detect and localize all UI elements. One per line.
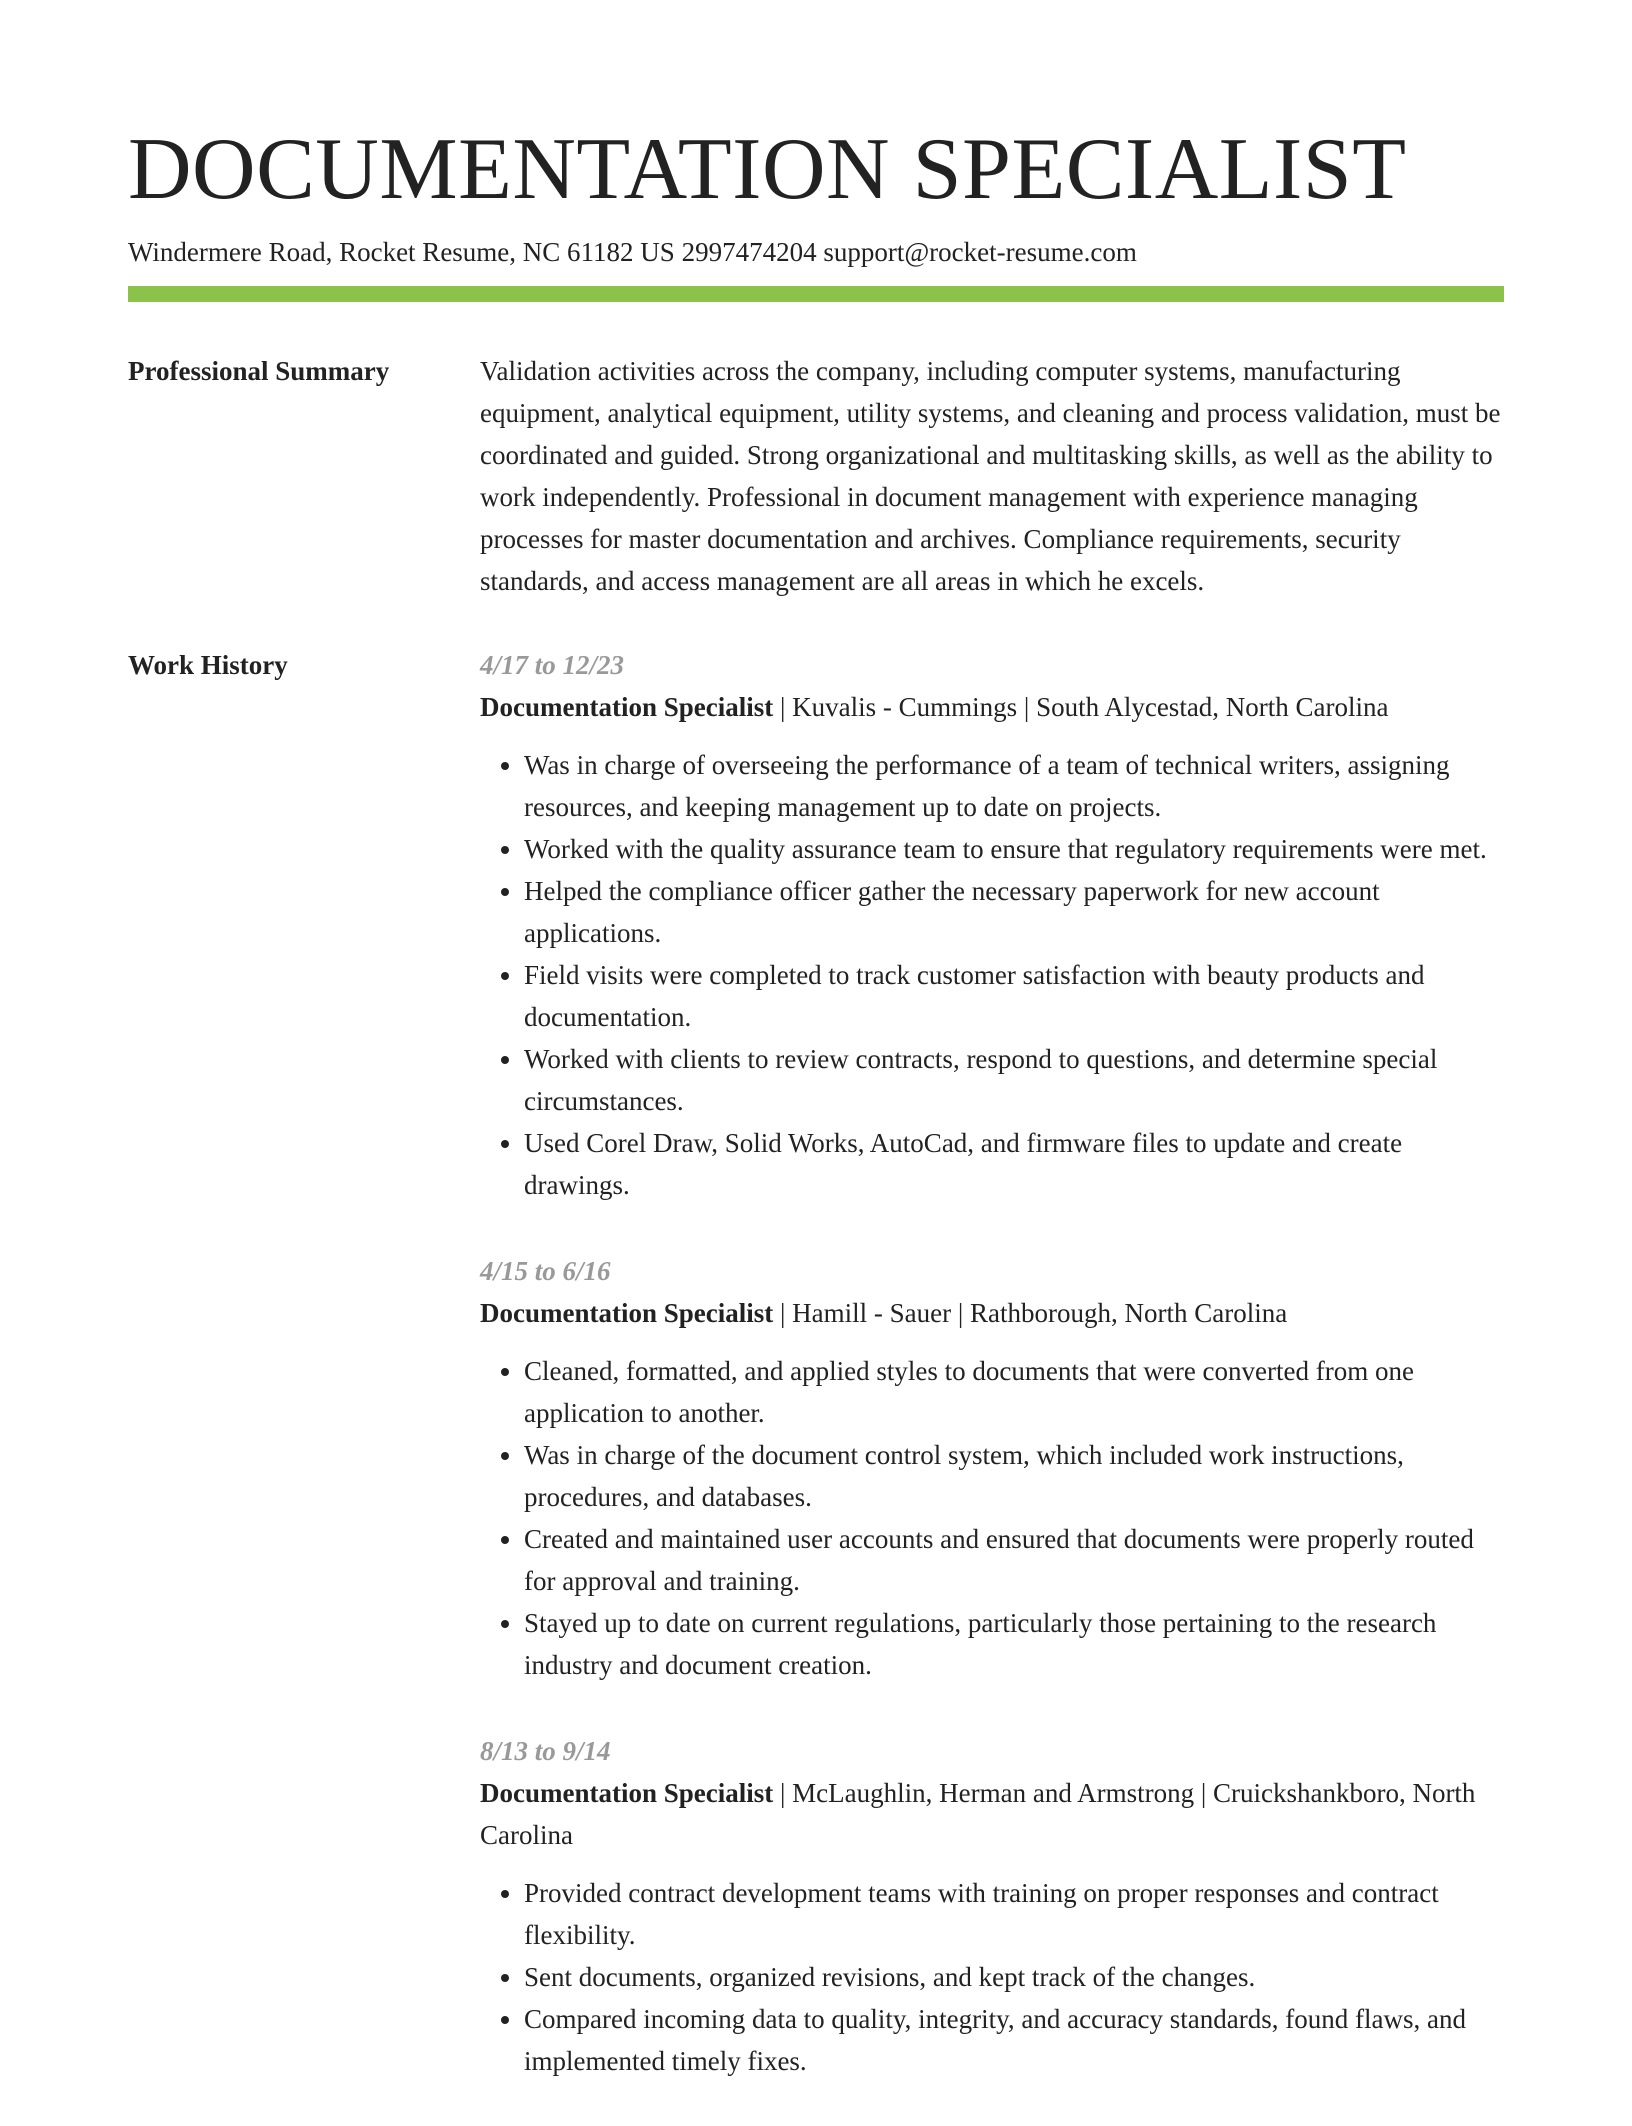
- summary-text: Validation activities across the company, including computer systems, manufacturing equipment, analytical equipment, utility systems, and cleaning and process validation, must be coordinated and guided. Strong organizational and multitasking skills, as well as the ability to work independently. Professional in document management with experience managing processes for master documentation and archives. Compliance requirements, security standards, and access management are all areas in which he excels.: [480, 356, 1501, 596]
- list-item: • Worked with the quality assurance team to ensure that regulatory requirements were met.: [524, 828, 1504, 870]
- list-item: • Created and maintained user accounts and ensured that documents were properly routed for approval and training.: [524, 1518, 1504, 1602]
- list-item: • Was in charge of overseeing the performance of a team of technical writers, assigning resources, and keeping management up to date on projects.: [524, 744, 1504, 828]
- job-details: | McLaughlin, Herman and Armstrong | Cruickshankboro, North Carolina: [480, 1778, 1476, 1850]
- summary-section: [128, 350, 1504, 602]
- job-title: Documentation Specialist: [480, 692, 774, 722]
- section-heading-work-history: Work History: [128, 650, 288, 680]
- job-dates: 8/13 to 9/14: [480, 1736, 611, 1766]
- job-bullets: [480, 1872, 1504, 2082]
- job-details: | Kuvalis - Cummings | South Alycestad, North Carolina: [773, 692, 1389, 722]
- job-bullets: [480, 1350, 1504, 1686]
- job-details: | Hamill - Sauer | Rathborough, North Carolina: [773, 1298, 1288, 1328]
- job-bullets: [480, 744, 1504, 1206]
- resume-page: [128, 118, 1504, 2126]
- list-item: • Sent documents, organized revisions, and kept track of the changes.: [524, 1956, 1504, 1998]
- job-entry: [480, 1250, 1504, 1686]
- list-item: • Worked with clients to review contracts, respond to questions, and determine special circumstances.: [524, 1038, 1504, 1122]
- list-item: • Cleaned, formatted, and applied styles to documents that were converted from one application to another.: [524, 1350, 1504, 1434]
- list-item: • Compared incoming data to quality, integrity, and accuracy standards, found flaws, and implemented timely fixes.: [524, 1998, 1504, 2082]
- job-header: [480, 686, 1504, 728]
- section-heading-summary: Professional Summary: [128, 356, 390, 386]
- job-entry: [480, 1730, 1504, 2082]
- job-title: Documentation Specialist: [480, 1298, 774, 1328]
- work-history-section: [128, 644, 1504, 2126]
- job-title: Documentation Specialist: [480, 1778, 774, 1808]
- list-item: • Was in charge of the document control system, which included work instructions, procedures, and databases.: [524, 1434, 1504, 1518]
- list-item: • Field visits were completed to track customer satisfaction with beauty products and documentation.: [524, 954, 1504, 1038]
- job-header: [480, 1292, 1504, 1334]
- work-history-list: [480, 644, 1504, 2126]
- list-item: • Used Corel Draw, Solid Works, AutoCad, and firmware files to update and create drawings.: [524, 1122, 1504, 1206]
- job-header: [480, 1772, 1504, 1856]
- job-dates: 4/15 to 6/16: [480, 1256, 611, 1286]
- accent-divider: [128, 286, 1504, 302]
- job-entry: [480, 644, 1504, 1206]
- page-title: DOCUMENTATION SPECIALIST: [128, 121, 1407, 218]
- list-item: • Stayed up to date on current regulations, particularly those pertaining to the research industry and document creation.: [524, 1602, 1504, 1686]
- contact-line: Windermere Road, Rocket Resume, NC 61182 US 2997474204 support@rocket-resume.com: [128, 237, 1137, 267]
- job-dates: 4/17 to 12/23: [480, 650, 625, 680]
- list-item: • Helped the compliance officer gather the necessary paperwork for new account applications.: [524, 870, 1504, 954]
- list-item: • Provided contract development teams with training on proper responses and contract flexibility.: [524, 1872, 1504, 1956]
